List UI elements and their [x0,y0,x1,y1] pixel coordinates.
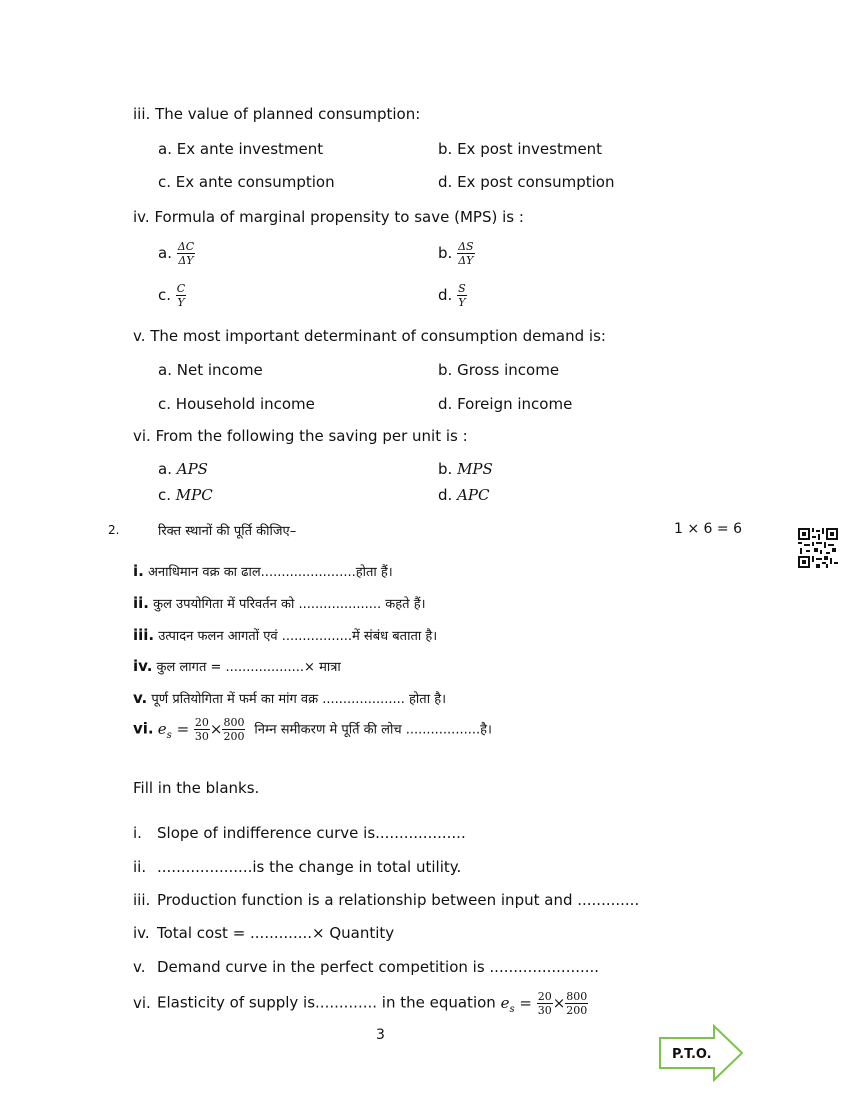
option-letter: a. [158,140,172,158]
option-letter: b. [438,361,453,379]
item-text: Production function is a relationship between input and ............. [157,891,640,909]
question-v [133,327,606,345]
fraction [537,990,553,1017]
times-symbol: × [552,993,566,1012]
option-letter: c. [158,486,172,504]
fraction [222,716,245,743]
item-text: अनाधिमान वक्र का ढाल.......................होता हैं। [147,565,393,580]
option-d [438,395,572,413]
item-number: iii. [133,626,155,644]
option-letter: d. [438,286,453,304]
page-number: 3 [376,1027,385,1043]
pto-label: P.T.O. [672,1047,712,1062]
equation-symbol: e [500,993,510,1012]
option-letter: d. [438,486,453,504]
hindi-item-v [133,689,446,707]
fraction [565,990,588,1017]
fraction-numerator: ΔS [458,240,474,253]
question-iv [133,208,524,226]
item-text: ....................is the change in total utility. [157,858,462,876]
fraction [176,282,186,309]
option-text: Foreign income [457,395,573,413]
option-d [438,486,489,504]
equation: $e_s$ = $\frac{20}{30}$ × $\frac{800}{200}$ [157,716,245,743]
question-text: From the following the saving per unit is : [155,427,468,445]
item-text: पूर्ण प्रतियोगिता में फर्म का मांग वक्र .................... होता है। [151,692,447,707]
fraction-denominator: 200 [223,730,245,743]
question-2-number: 2. [108,523,120,537]
option-letter: b. [438,244,453,262]
option-letter: b. [438,460,453,478]
question-number: iii. [133,105,151,123]
option-letter: b. [438,140,453,158]
option-a [158,361,263,379]
item-number: vi. [133,719,154,738]
fraction-numerator: ΔC [177,240,195,253]
question-number: iv. [133,208,150,226]
option-letter: a. [158,460,172,478]
fraction-denominator: 30 [194,730,209,743]
fraction-numerator: 20 [194,716,209,729]
english-heading: Fill in the blanks. [133,779,260,797]
item-number: v. [133,958,146,976]
option-b [438,361,559,379]
fraction-denominator: 200 [566,1004,588,1017]
option-letter: d. [438,173,453,191]
item-text: Elasticity of supply is............. in the equation [157,993,496,1012]
times-symbol: × [209,719,223,738]
option-c [158,282,186,309]
option-c [158,486,213,504]
qr-code [798,528,838,568]
option-text: Ex post consumption [457,173,615,191]
question-2-heading-hindi: रिक्त स्थानों की पूर्ति कीजिए– [158,524,297,539]
option-text: APS [176,460,208,478]
item-text: Total cost = .............× Quantity [157,924,395,942]
option-text: APC [457,486,490,504]
hindi-item-i [133,562,393,580]
fraction-numerator: C [176,282,186,295]
english-item-iv [133,924,394,942]
hindi-item-iv [133,657,341,675]
english-item-i [133,824,466,842]
option-text: Gross income [457,361,560,379]
option-text: Ex ante investment [176,140,324,158]
option-b [438,460,493,478]
option-letter: c. [158,395,172,413]
english-item-vi [133,990,588,1017]
option-d [438,173,614,191]
option-a [158,240,195,267]
equation-subscript: s [166,729,172,741]
fraction-numerator: S [458,282,466,295]
item-text: Demand curve in the perfect competition is ....................... [157,958,600,976]
item-number: ii. [133,594,149,612]
fraction-numerator: 800 [566,990,588,1003]
option-c [158,173,335,191]
equation-symbol: e [157,719,167,738]
item-text: कुल लागत = ...................× मात्रा [156,660,341,675]
item-number: i. [133,562,144,580]
fraction-numerator: 800 [223,716,245,729]
option-text: Ex post investment [457,140,603,158]
option-b [438,140,602,158]
option-letter: d. [438,395,453,413]
question-text: The value of planned consumption: [155,105,421,123]
fraction [177,240,195,267]
item-number: v. [133,689,148,707]
option-text: Household income [175,395,315,413]
option-letter: a. [158,244,172,262]
fraction-denominator: ΔY [458,254,474,267]
option-c [158,395,315,413]
option-a [158,460,208,478]
hindi-item-iii [133,626,437,644]
option-letter: a. [158,361,172,379]
question-iii [133,105,420,123]
question-number: vi. [133,427,151,445]
question-text: The most important determinant of consumption demand is: [150,327,606,345]
hindi-item-ii [133,594,426,612]
item-text: कुल उपयोगिता में परिवर्तन को .................... कहते हैं। [153,597,426,612]
fraction-denominator: 30 [537,1004,552,1017]
option-d [438,282,467,309]
fraction-numerator: 20 [537,990,552,1003]
item-text: Slope of indifference curve is................... [157,824,466,842]
question-text: Formula of marginal propensity to save (MPS) is : [154,208,524,226]
marks-label: 1 × 6 = 6 [674,521,742,537]
fraction-denominator: Y [458,296,466,309]
option-text: Net income [176,361,263,379]
option-letter: c. [158,173,172,191]
english-item-ii [133,858,461,876]
fraction [457,240,474,267]
item-text: उत्पादन फलन आगतों एवं .................में संबंध बताता है। [158,629,438,644]
option-letter: c. [158,286,172,304]
english-item-v [133,958,599,976]
item-number: ii. [133,858,147,876]
fraction [457,282,467,309]
equation: $e_s$ = $\frac{20}{30}$ × $\frac{800}{200}$ [500,990,588,1017]
hindi-item-vi [133,716,492,743]
item-number: iv. [133,657,153,675]
equation-subscript: s [509,1003,515,1015]
item-number: iv. [133,924,150,942]
item-text: निम्न समीकरण मे पूर्ति की लोच ..................है। [254,722,492,738]
item-number: vi. [133,993,151,1012]
fraction [194,716,210,743]
option-b [438,240,475,267]
option-text: MPC [175,486,213,504]
option-text: MPS [457,460,493,478]
item-number: iii. [133,891,151,909]
english-item-iii [133,891,639,909]
option-text: Ex ante consumption [175,173,335,191]
fraction-denominator: Y [177,296,185,309]
question-vi [133,427,468,445]
question-number: v. [133,327,146,345]
fraction-denominator: ΔY [178,254,194,267]
item-number: i. [133,824,142,842]
option-a [158,140,323,158]
